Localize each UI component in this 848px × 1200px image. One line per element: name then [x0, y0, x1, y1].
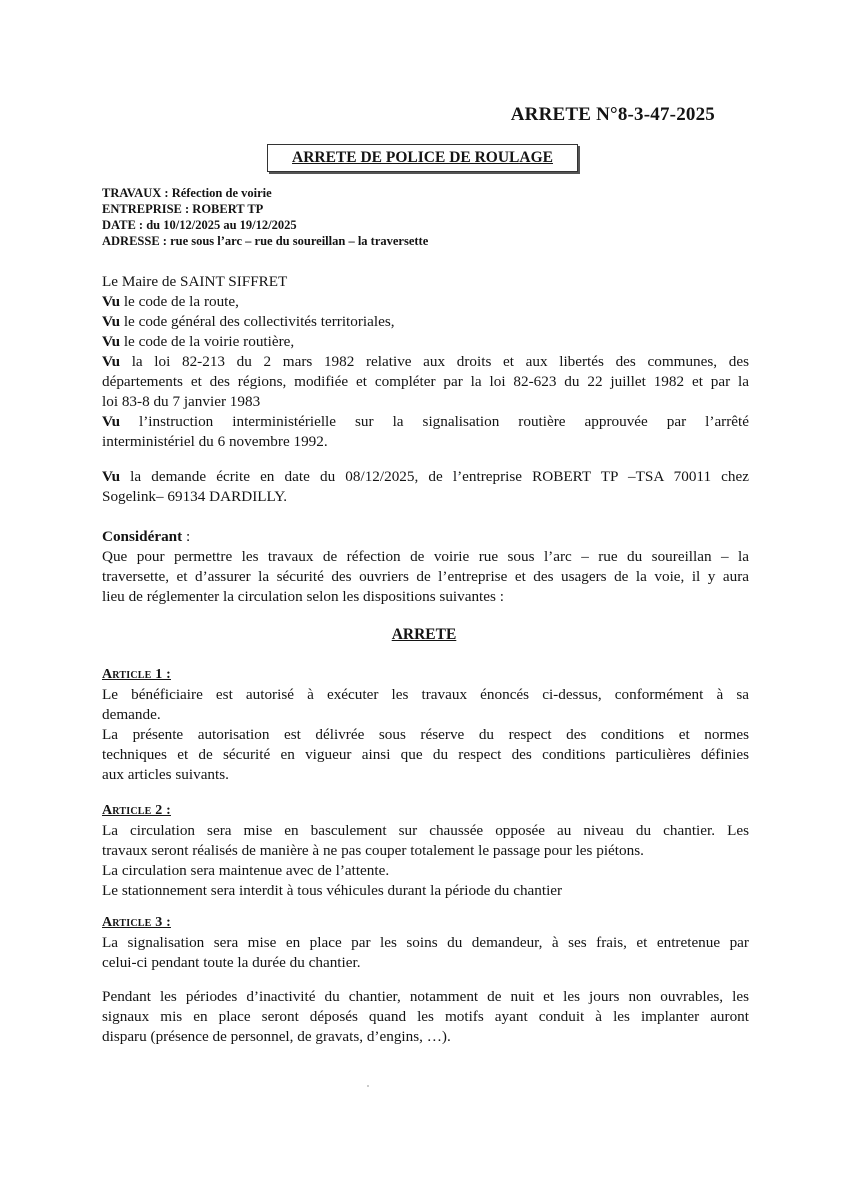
vu-line-6-end: Sogelink– 69134 DARDILLY.: [102, 488, 288, 505]
article-2-heading: Article 2 :: [102, 803, 171, 818]
considerant-section: [102, 527, 749, 607]
vu-keyword: Vu: [102, 353, 121, 370]
considerant-line-2: traversette, et d’assurer la sécurité des ouvriers de l’entreprise et des usagers de la voie, il y aura: [102, 568, 749, 585]
considerant-heading: Considérant :: [102, 528, 191, 545]
article-2-line-4: Le stationnement sera interdit à tous véhicules durant la période du chantier: [102, 882, 563, 899]
article-3-line-2: celui-ci pendant toute la durée du chantier.: [102, 954, 361, 971]
vu-line-3: Vu le code de la voirie routière,: [102, 333, 295, 350]
vu-line-6: Vu la demande écrite en date du 08/12/2025, de l’entreprise ROBERT TP –TSA 70011 chez: [102, 468, 749, 485]
work-details: [102, 185, 428, 249]
travaux-line: TRAVAUX : Réfection de voirie: [102, 186, 272, 200]
article-1-line-4: techniques et de sécurité en vigueur ainsi que du respect des conditions particulières définies: [102, 746, 749, 763]
article-3-line-1: La signalisation sera mise en place par les soins du demandeur, à ses frais, et entretenue par: [102, 934, 749, 951]
arrete-heading: ARRETE: [391, 626, 457, 643]
article-1-line-3: La présente autorisation est délivrée sous réserve du respect des conditions et normes: [102, 726, 749, 743]
article-3-p2-line-1: Pendant les périodes d’inactivité du chantier, notamment de nuit et les jours non ouvrables, les: [102, 988, 749, 1005]
vu-line-5: Vu l’instruction interministérielle sur la signalisation routière approuvée par l’arrêté: [102, 413, 749, 430]
considerant-line-1: Que pour permettre les travaux de réfection de voirie rue sous l’arc – rue du soureillan – la: [102, 548, 749, 565]
vu-keyword: Vu: [102, 293, 121, 310]
article-1-line-1: Le bénéficiaire est autorisé à exécuter les travaux énoncés ci-dessus, conformément à sa: [102, 686, 749, 703]
vu-keyword: Vu: [102, 413, 121, 430]
article-1-line-2: demande.: [102, 706, 161, 723]
article-3: [102, 913, 749, 973]
article-1: [102, 665, 749, 785]
article-3-paragraph-2: [102, 987, 749, 1047]
demande-paragraph: [102, 467, 749, 507]
date-line: DATE : du 10/12/2025 au 19/12/2025: [102, 218, 297, 232]
adresse-line: ADRESSE : rue sous l’arc – rue du soureillan – la traversette: [102, 234, 429, 248]
preamble: [102, 272, 749, 452]
article-2-line-3: La circulation sera maintenue avec de l’attente.: [102, 862, 390, 879]
vu-line-2: Vu le code général des collectivités territoriales,: [102, 313, 395, 330]
article-3-p2-line-3: disparu (présence de personnel, de gravats, d’engins, …).: [102, 1028, 451, 1045]
vu-line-1: Vu le code de la route,: [102, 293, 239, 310]
vu-keyword: Vu: [102, 333, 121, 350]
vu-keyword: Vu: [102, 313, 121, 330]
arrete-number: ARRETE N°8-3-47-2025: [510, 104, 715, 125]
scan-speck: [367, 1085, 369, 1087]
article-1-line-5: aux articles suivants.: [102, 766, 229, 783]
article-2: [102, 801, 749, 901]
vu-line-4-cont: départements et des régions, modifiée et compléter par la loi 82-623 du 22 juillet 1982 et par la: [102, 373, 749, 390]
considerant-line-3: lieu de réglementer la circulation selon les dispositions suivantes :: [102, 588, 504, 605]
entreprise-line: ENTREPRISE : ROBERT TP: [102, 202, 264, 216]
article-2-line-2: travaux seront réalisés de manière à ne pas couper totalement le passage pour les piétons.: [102, 842, 644, 859]
maire-line: Le Maire de SAINT SIFFRET: [102, 273, 288, 290]
document-title: ARRETE DE POLICE DE ROULAGE: [267, 144, 578, 172]
article-1-heading: Article 1 :: [102, 667, 171, 682]
vu-line-4: Vu la loi 82-213 du 2 mars 1982 relative aux droits et aux libertés des communes, des: [102, 353, 749, 370]
vu-keyword: Vu: [102, 468, 121, 485]
vu-line-4-end: loi 83-8 du 7 janvier 1983: [102, 393, 261, 410]
article-2-line-1: La circulation sera mise en basculement sur chaussée opposée au niveau du chantier. Les: [102, 822, 749, 839]
vu-line-5-end: interministériel du 6 novembre 1992.: [102, 433, 328, 450]
article-3-heading: Article 3 :: [102, 915, 171, 930]
article-3-p2-line-2: signaux mis en place seront déposés quand les motifs ayant conduit à les implanter auront: [102, 1008, 749, 1025]
